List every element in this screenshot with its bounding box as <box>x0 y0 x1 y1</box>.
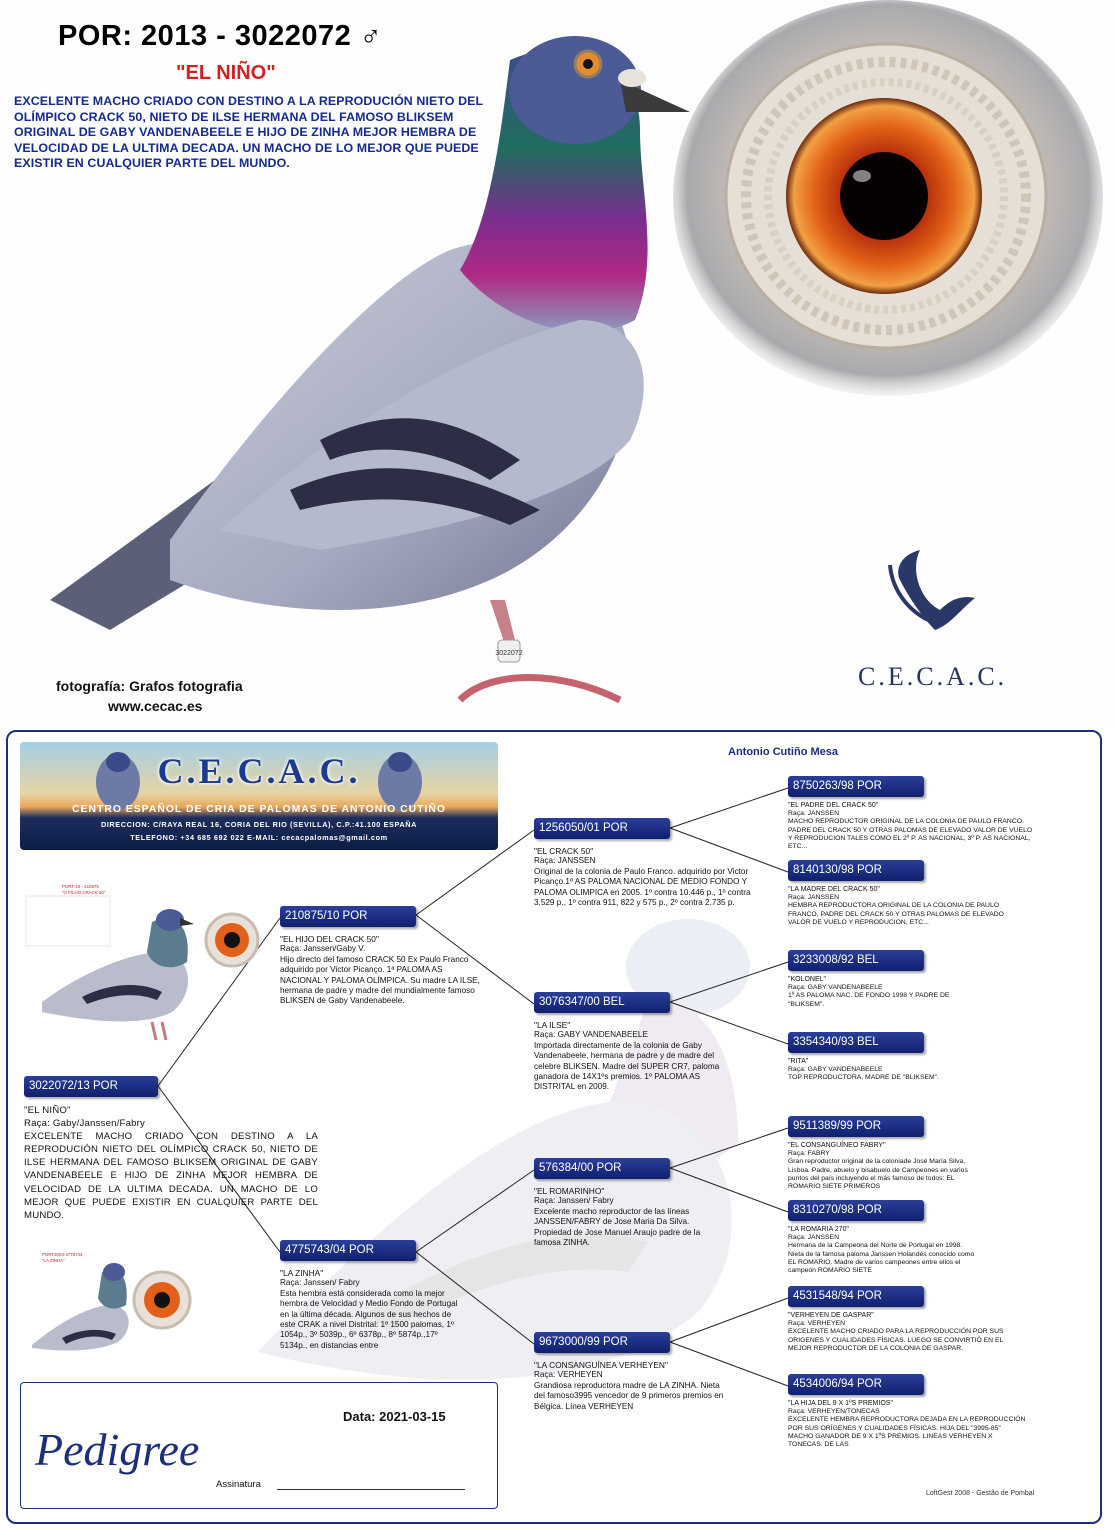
mf-name: "EL ROMARINHO" <box>534 1186 605 1196</box>
mother-name: "LA ZINHA" <box>280 1268 324 1278</box>
mm-info <box>534 1360 724 1412</box>
certificate-date: Data: 2021-03-15 <box>343 1409 446 1424</box>
pigeon-nickname: "EL NIÑO" <box>176 62 276 84</box>
pedigree-title: Pedigree <box>35 1424 200 1475</box>
mmm-ring-box[interactable]: 4534006/94 POR <box>788 1374 924 1395</box>
father-ring-box[interactable]: 210875/10 POR <box>280 906 416 927</box>
card2-line2: "LA ZINHA" <box>42 1258 65 1263</box>
fff-name: "EL PADRE DEL CRACK 50" <box>788 802 879 809</box>
mff-name: "EL CONSANGUÍNEO FABRY" <box>788 1142 886 1149</box>
father-text: Hijo directo del famoso CRACK 50 Ex Paulo Franco adquirido por Victor Picanço. 1ª PALOMA AS NACIONAL Y PALOMA OLÍMPICA. Su madre LA ILSE, hermana de padre y madre del mundialmente famoso BLIKSEN de Gaby Vandenabeele. <box>280 954 480 1006</box>
fmf-ring-box[interactable]: 3233008/92 BEL <box>788 950 924 971</box>
fmm-name: "RITA" <box>788 1058 809 1065</box>
signature-line <box>277 1489 465 1490</box>
mf-info <box>534 1186 724 1248</box>
mmm-name: "LA HIJA DEL 9 X 1ºS PREMIOS" <box>788 1400 893 1407</box>
fff-breed: Raça: JANSSEN <box>788 810 839 818</box>
fmm-ring-box[interactable]: 3354340/93 BEL <box>788 1032 924 1053</box>
card2-line1: PORT2004-4775743 <box>42 1252 83 1257</box>
mf-breed: Raça: Janssen/ Fabry <box>534 1196 614 1206</box>
fm-ring-box[interactable]: 3076347/00 BEL <box>534 992 670 1013</box>
fm-info <box>534 1020 730 1093</box>
breeder-name: Antonio Cutiño Mesa <box>728 746 838 758</box>
certificate-footer <box>20 1382 498 1509</box>
pigeon-description: EXCELENTE MACHO CRIADO CON DESTINO A LA REPRODUCIÓN NIETO DEL OLÍMPICO CRACK 50, NIETO DE ILSE HERMANA DEL FAMOSO BLIKSEM ORIGINAL DE GABY VANDENABEELE E HIJO DE ZINHA MEJOR HEMBRA DE VELOCIDAD DE LA ULTIMA DECADA. UN MACHO DE LO MEJOR QUE PUEDE EXISTIR EN CUALQUIER PARTE DEL MUNDO. <box>14 94 483 170</box>
mm-breed: Raça: VERHEYEN <box>534 1370 603 1380</box>
fmm-info <box>788 1058 988 1083</box>
cecac-logo-text: C.E.C.A.C. <box>858 662 1008 691</box>
cecac-banner <box>20 742 498 850</box>
mmf-ring-box[interactable]: 4531548/94 POR <box>788 1286 924 1307</box>
mother-photo-card <box>22 1250 202 1362</box>
father-breed: Raça: Janssen/Gaby V. <box>280 944 366 954</box>
subject-text: EXCELENTE MACHO CRIADO CON DESTINO A LA REPRODUCIÓN NIETO DEL OLÍMPICO CRACK 50, NIETO DE ILSE HERMANA DEL FAMOSO BLIKSEM ORIGINAL DE GABY VANDENABEELE E HIJO DE ZINHA MEJOR HEMBRA DE VELOCIDAD DE LA ULTIMA DECADA. UN MACHO DE LO MEJOR QUE PUEDE EXISTIR EN CUALQUIER PARTE DEL MUNDO. <box>24 1131 318 1221</box>
leg-ring-text: 3022072 <box>495 650 523 657</box>
fm-text: Importada directamente de la colonia de Gaby Vandenabeele, hermana de padre y de madre del celebre BLIKSEN. Madre del SUPER CR7, paloma ganadora de 14X1ºs premios. 1º PALOMA AS DISTRITAL en 2009. <box>534 1040 720 1092</box>
fmm-text: TOP REPRODUCTORA, MADRE DE "BLIKSEM". <box>788 1074 939 1082</box>
fmf-breed: Raça: GABY VANDENABEELE <box>788 984 883 992</box>
mother-info <box>280 1268 460 1351</box>
ffm-breed: Raça: JANSSEN <box>788 894 839 902</box>
fmm-breed: Raça: GABY VANDENABEELE <box>788 1066 883 1074</box>
banner-address: DIRECCION: C/RAYA REAL 16, CORIA DEL RIO (SEVILLA), C.P.:41.100 ESPAÑA <box>100 820 418 829</box>
mf-ring-box[interactable]: 576384/00 POR <box>534 1158 670 1179</box>
card1-line2: "O FILHO CRACK 50" <box>62 890 106 895</box>
photo-credit: fotografía: Grafos fotografia <box>56 678 243 694</box>
mm-text: Grandiosa reproductora madre de LA ZINHA. Nieta del famoso3995 vencedor de 9 primeros premios en Bélgica. Línea VERHEYEN <box>534 1380 724 1411</box>
fff-text: MACHO REPRODUCTOR ORIGINAL DE LA COLONIA DE PAULO FRANCO. PADRE DEL CRACK 50 Y OTRAS PALOMAS DE ELEVADO VALOR DE VUELO Y REPRODUCION TALES COMO EL 2º P. AS NACIONAL, 3º P. AS NACIONAL, ETC... <box>788 818 1033 851</box>
website-link[interactable]: www.cecac.es <box>108 698 203 714</box>
fff-ring-box[interactable]: 8750263/98 POR <box>788 776 924 797</box>
card2-pigeon-image <box>22 1250 202 1362</box>
fmf-name: "KOLONEL" <box>788 976 827 983</box>
ff-name: "EL CRACK 50" <box>534 846 594 856</box>
father-photo-card <box>22 882 262 1042</box>
subject-breed: Raça: Gaby/Janssen/Fabry <box>24 1118 146 1130</box>
eye-image <box>648 0 1108 420</box>
father-info <box>280 934 486 1007</box>
card1-line1: PORT-10 - 210875 <box>62 884 99 889</box>
mfm-breed: Raça: JANSSEN <box>788 1234 839 1242</box>
mff-text: Gran reproductor original de la coloniade José María Silva, Lisboa. Padre, abuelo y bisabuelo de Campeones en varios puntos del país incluyendo el más famoso de todos: EL ROMARIO SIETE PRIMEROS <box>788 1158 968 1191</box>
ffm-info <box>788 886 1016 927</box>
mother-text: Esta hembra está considerada como la mejor hembra de Velocidad y Medio Fondo de Portugal en la última década. Algunos de sus hechos de este CRAK a nivel Distrital: 1º 1500 palomas, 1º 1054p., 3º 5039p., 6º 6378p., 8º 5874p.,17º 5134p., en distancias entre <box>280 1288 458 1350</box>
mfm-ring-box[interactable]: 8310270/98 POR <box>788 1200 924 1221</box>
banner-title: C.E.C.A.C. <box>157 751 361 791</box>
mfm-info <box>788 1226 978 1275</box>
dove-logo-icon <box>880 540 990 650</box>
mmf-info <box>788 1312 1028 1353</box>
mmm-text: EXCELENTE HEMBRA REPRODUCTORA DEJADA EN LA REPRODUCCIÓN POR SUS ORÍGENES Y CUALIDADES FÍSICAS. HIJA DEL "3995-85" MACHO GANADOR DE 9 X 1ºS PREMIOS. LINEAS VERHEYEN X TONECAS. DE LAS <box>788 1416 1026 1449</box>
mmf-text: EXCELENTE MACHO CRIADO PARA LA REPRODUCCIÓN POR SUS ORIGENES Y CUALIDADES FÍSICAS. LUEGO SE CONVIRTIÓ EN EL MEJOR REPRODUCTOR DE LA COLONIA DE GASPAR. <box>788 1328 1004 1352</box>
father-name: "EL HIJO DEL CRACK 50" <box>280 934 379 944</box>
software-credit: LoftGest 2008 - Gestão de Pombal <box>926 1490 1035 1497</box>
mother-breed: Raça: Janssen/ Fabry <box>280 1278 360 1288</box>
pedigree-sheet <box>6 730 1102 1524</box>
signature-label: Assinatura <box>216 1479 261 1490</box>
ff-breed: Raça: JANSSEN <box>534 856 596 866</box>
subject-name: "EL NIÑO" <box>24 1105 71 1116</box>
subject-ring-box[interactable]: 3022072/13 POR <box>24 1076 158 1097</box>
poster <box>0 0 1116 722</box>
subject-info <box>24 1104 318 1222</box>
ff-ring-box[interactable]: 1256050/01 POR <box>534 818 670 839</box>
mmf-name: "VERHEYEN DE GASPAR" <box>788 1312 874 1319</box>
fmf-text: 1º AS PALOMA NAC. DE FONDO 1998 Y PADRE DE "BLIKSEM". <box>788 992 950 1008</box>
mff-ring-box[interactable]: 9511389/99 POR <box>788 1116 924 1137</box>
fm-breed: Raça: GABY VANDENABEELE <box>534 1030 648 1040</box>
mmm-info <box>788 1400 1028 1449</box>
mf-text: Excelente macho reproductor de las líneas JANSSEN/FABRY de Jose Maria Da Silva. Propiedad de Jose Manuel Araujo padre de la famosa ZINHA. <box>534 1206 701 1248</box>
mfm-name: "LA ROMARIA 270" <box>788 1226 849 1233</box>
ffm-ring-box[interactable]: 8140130/98 POR <box>788 860 924 881</box>
ring-number-title: POR: 2013 - 3022072 ♂ <box>58 20 383 52</box>
fmf-info <box>788 976 968 1009</box>
ffm-text: HEMBRA REPRODUCTORA ORIGINAL DE LA COLONIA DE PAULO FRANCO, PADRE DEL CRACK 50 Y OTRAS PALOMAS DE ELEVADO VALOR DE VUELO Y REPRODUCION, ETC... <box>788 902 1004 926</box>
mmf-breed: Raça: VERHEYEN <box>788 1320 846 1328</box>
mff-breed: Raça: FABRY <box>788 1150 830 1158</box>
fff-info <box>788 802 1036 851</box>
fm-name: "LA ILSE" <box>534 1020 571 1030</box>
mfm-text: Hermana de la Campeona del Norte de Portugal en 1998. Nieta de la famosa paloma Janssen Holandés conocido como EL ROMARIO. Madre de varios campeones entre ellos el campeón ROMARIO SIETE <box>788 1242 975 1275</box>
mff-info <box>788 1142 988 1191</box>
ff-text: Original de la colonia de Paulo Franco. adquirido por Victor Picanço.1º AS PALOMA NACIONAL DE MEDIO FONDO Y PALOMA OLIMPICA en 2005. 1º contra 10.446 p., 1º contra 3.529 p., 1º contra 911, 822 y 575 p., 2º contra 2.735 p. <box>534 866 751 908</box>
mother-ring-box[interactable]: 4775743/04 POR <box>280 1240 416 1261</box>
ffm-name: "LA MADRE DEL CRACK 50" <box>788 886 880 893</box>
ff-info <box>534 846 766 908</box>
card1-pigeon-image <box>22 882 262 1042</box>
mmm-breed: Raça: VERHEYEN/TONECAS <box>788 1408 880 1416</box>
mm-ring-box[interactable]: 9673000/99 POR <box>534 1332 670 1353</box>
banner-contact: TELEFONO: +34 685 692 022 E-MAIL: cecacpalomas@gmail.com <box>130 833 388 842</box>
banner-subtitle: CENTRO ESPAÑOL DE CRIA DE PALOMAS DE ANTONIO CUTIÑO <box>72 804 446 815</box>
mm-name: "LA CONSANGUÍNEA VERHEYEN" <box>534 1360 668 1370</box>
